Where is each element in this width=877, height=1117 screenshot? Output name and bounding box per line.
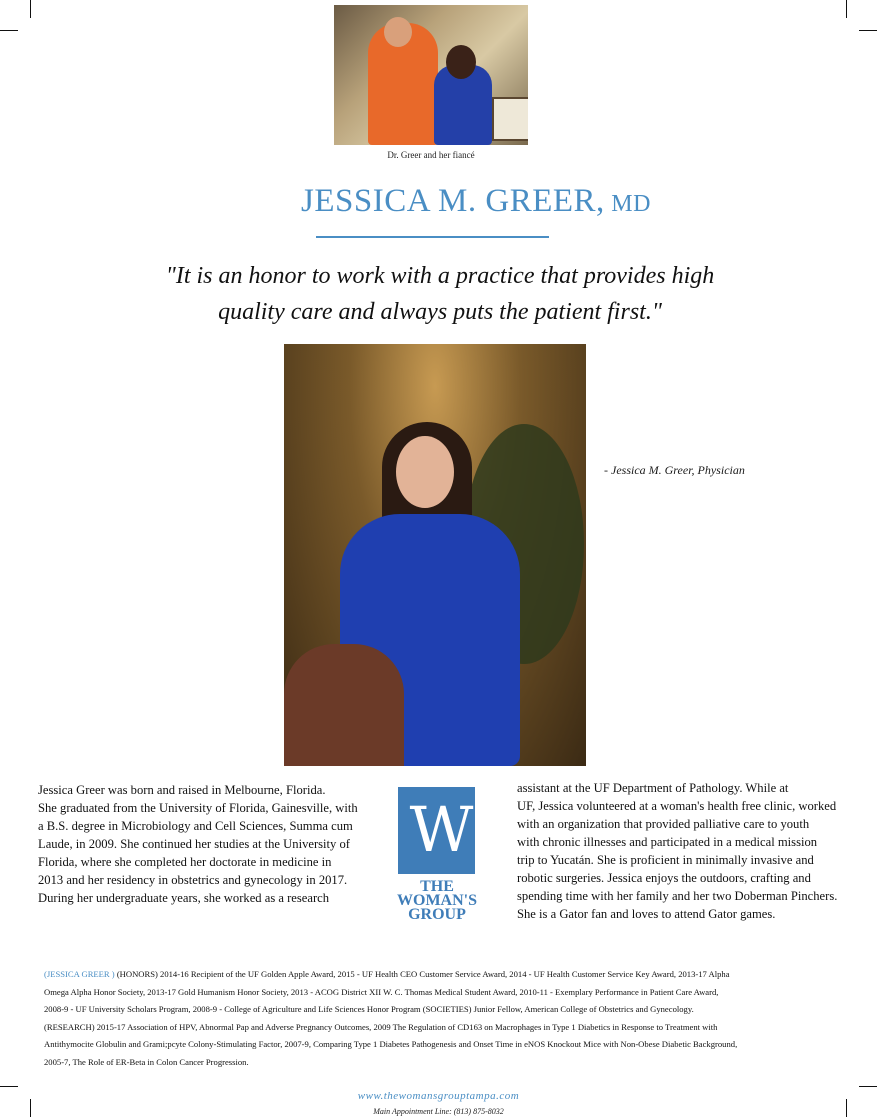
credentials-line: Antithymocite Globulin and Grami;pcyte Colony-Stimulating Factor, 2007-9, Comparing Type 1 Diabetes Pathogenesis and Onset Time in eNOS Knockout Mice with Non-Obese Diabetic Background, — [44, 1039, 738, 1050]
logo-text-line: THE — [420, 878, 454, 895]
womans-group-logo — [378, 787, 496, 922]
logo-mark: W — [409, 793, 464, 866]
bio-line: Laude, in 2009. She continued her studies at the University of — [38, 837, 350, 851]
doctor-name — [0, 183, 877, 220]
framed-certificate — [492, 97, 528, 141]
bio-line: assistant at the UF Department of Pathology. While at — [517, 781, 789, 795]
doctor-name-main: JESSICA M. GREER, — [301, 183, 605, 219]
logo-text-line: GROUP — [408, 906, 466, 923]
fiance-head — [384, 17, 412, 47]
quote-line: "It is an honor to work with a practice that provides high — [165, 263, 715, 289]
portrait-photo — [284, 344, 586, 766]
quote-line: quality care and always puts the patient first." — [218, 299, 662, 325]
quote-attribution: - Jessica M. Greer, Physician — [604, 463, 745, 477]
bio-line: She is a Gator fan and loves to attend Gator games. — [517, 907, 776, 921]
pull-quote — [90, 258, 790, 330]
bio-line: UF, Jessica volunteered at a woman's health free clinic, worked — [517, 799, 837, 813]
bio-line: robotic surgeries. Jessica enjoys the outdoors, crafting and — [517, 871, 811, 885]
photo-caption: Dr. Greer and her fiancé — [387, 150, 475, 160]
bio-column-right — [517, 779, 863, 923]
bio-line: trip to Yucatán. She is proficient in minimally invasive and — [517, 853, 814, 867]
crop-mark — [0, 30, 18, 31]
bio-line: During her undergraduate years, she worked as a research — [38, 891, 330, 905]
appointment-phone: Main Appointment Line: (813) 875-8032 — [373, 1107, 504, 1116]
dr-greer-head — [446, 45, 476, 79]
bio-line: with an organization that provided palliative care to youth — [517, 817, 810, 831]
credentials-text: (HONORS) 2014-16 Recipient of the UF Golden Apple Award, 2015 - UF Health CEO Customer Service Award, 2014 - UF Health Customer Service Key Award, 2013-17 Alpha — [114, 969, 730, 979]
credentials-label: (JESSICA GREER ) — [44, 969, 115, 979]
credentials-line: 2005-7, The Role of ER-Beta in Colon Cancer Progression. — [44, 1056, 249, 1067]
crop-mark — [0, 1086, 18, 1087]
logo-text-line: WOMAN'S — [397, 892, 477, 909]
portrait-face — [396, 436, 454, 508]
bio-line: a B.S. degree in Microbiology and Cell Sciences, Summa cum — [38, 819, 353, 833]
title-divider — [316, 236, 549, 238]
bio-line: 2013 and her residency in obstetrics and gynecology in 2017. — [38, 873, 348, 887]
credentials-line: (RESEARCH) 2015-17 Association of HPV, Abnormal Pap and Adverse Pregnancy Outcomes, 2009 The Regulation of CD163 on Macrophages in Type 1 Diabetics in Response to Treatment with — [44, 1021, 718, 1032]
credentials-line: 2008-9 - UF University Scholars Program, 2008-9 - College of Agriculture and Life Sciences Honor Program (SOCIETIES) Junior Fellow, American College of Obstetrics and Gynecology. — [44, 1004, 694, 1015]
bio-line: with chronic illnesses and participated in a medical mission — [517, 835, 818, 849]
crop-mark — [846, 0, 847, 18]
bio-line: Florida, where she completed her doctorate in medicine in — [38, 855, 332, 869]
bio-line: Jessica Greer was born and raised in Melbourne, Florida. — [38, 783, 326, 797]
bio-line: spending time with her family and her two Doberman Pinchers. — [517, 889, 838, 903]
bio-column-left — [38, 781, 383, 907]
credentials-line — [44, 966, 844, 984]
bio-line: She graduated from the University of Florida, Gainesville, with — [38, 801, 358, 815]
credentials-line: Omega Alpha Honor Society, 2013-17 Gold Humanism Honor Society, 2013 - ACOG District XII W. C. Thomas Medical Student Award, 2010-11 - Exemplary Performance in Patient Care Award, — [44, 986, 719, 997]
website-link[interactable]: www.thewomansgrouptampa.com — [357, 1090, 520, 1102]
crop-mark — [859, 1086, 877, 1087]
portrait-chair — [284, 644, 404, 766]
credentials-block — [44, 966, 844, 1072]
couple-photo — [334, 5, 528, 145]
crop-mark — [859, 30, 877, 31]
crop-mark — [30, 0, 31, 18]
doctor-name-suffix: MD — [604, 191, 651, 217]
